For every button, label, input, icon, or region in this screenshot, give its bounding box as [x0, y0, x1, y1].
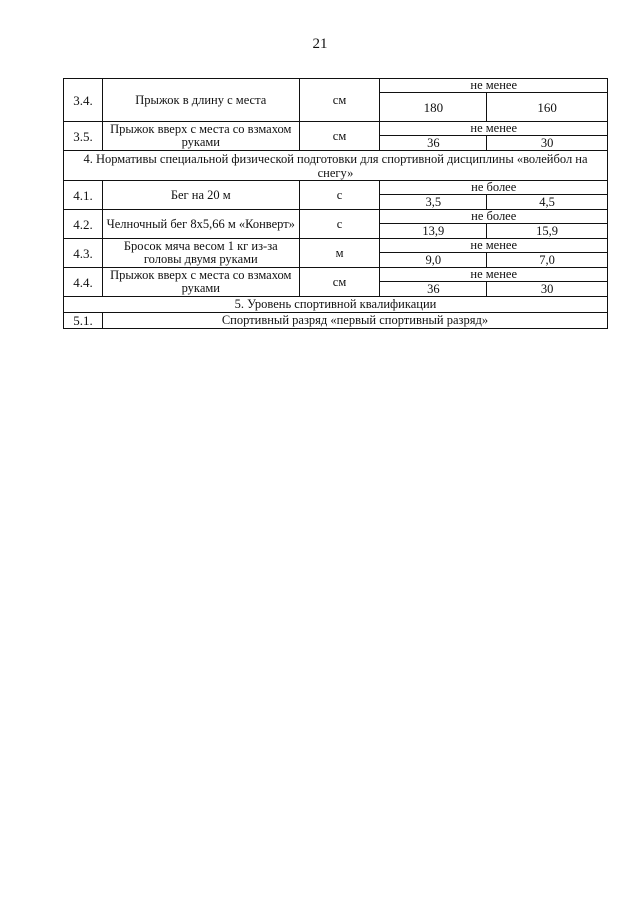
value-cell: 7,0 — [487, 253, 608, 268]
value-cell: 180 — [380, 93, 487, 122]
unit-cell: см — [299, 122, 380, 151]
value-cell: 160 — [487, 93, 608, 122]
table-row — [64, 313, 608, 329]
exercise-name: Челночный бег 8х5,66 м «Конверт» — [102, 210, 299, 239]
value-cell: 36 — [380, 136, 487, 151]
condition-cell: не менее — [380, 239, 608, 253]
condition-cell: не менее — [380, 268, 608, 282]
row-number: 4.4. — [64, 268, 103, 297]
section-header-row — [64, 297, 608, 313]
section-header-row — [64, 151, 608, 181]
row-number: 5.1. — [64, 313, 103, 329]
exercise-name: Бросок мяча весом 1 кг из-за головы двумя руками — [102, 239, 299, 268]
unit-cell: см — [299, 79, 380, 122]
page-number: 21 — [312, 36, 328, 52]
table-row — [64, 239, 608, 253]
unit-cell: м — [299, 239, 380, 268]
exercise-name: Бег на 20 м — [102, 181, 299, 210]
row-number: 3.4. — [64, 79, 103, 122]
value-cell: 3,5 — [380, 195, 487, 210]
value-cell: 30 — [487, 136, 608, 151]
row-number: 4.3. — [64, 239, 103, 268]
row-number: 4.2. — [64, 210, 103, 239]
section-title: 4. Нормативы специальной физической подготовки для спортивной дисциплины «волейбол на снегу» — [64, 151, 608, 181]
table-row — [64, 79, 608, 93]
unit-cell: см — [299, 268, 380, 297]
value-cell: 4,5 — [487, 195, 608, 210]
unit-cell: с — [299, 210, 380, 239]
exercise-name: Прыжок вверх с места со взмахом руками — [102, 122, 299, 151]
unit-cell: с — [299, 181, 380, 210]
table-row — [64, 181, 608, 195]
row-number: 3.5. — [64, 122, 103, 151]
value-cell: 13,9 — [380, 224, 487, 239]
value-cell: 9,0 — [380, 253, 487, 268]
condition-cell: не более — [380, 181, 608, 195]
condition-cell: не более — [380, 210, 608, 224]
value-cell: 36 — [380, 282, 487, 297]
norms-table — [63, 78, 608, 329]
exercise-name: Прыжок вверх с места со взмахом руками — [102, 268, 299, 297]
table-row — [64, 210, 608, 224]
condition-cell: не менее — [380, 122, 608, 136]
qualification-cell: Спортивный разряд «первый спортивный разряд» — [102, 313, 607, 329]
row-number: 4.1. — [64, 181, 103, 210]
value-cell: 15,9 — [487, 224, 608, 239]
table-row — [64, 122, 608, 136]
condition-cell: не менее — [380, 79, 608, 93]
section-title: 5. Уровень спортивной квалификации — [64, 297, 608, 313]
exercise-name: Прыжок в длину с места — [102, 79, 299, 122]
value-cell: 30 — [487, 282, 608, 297]
table-row — [64, 268, 608, 282]
